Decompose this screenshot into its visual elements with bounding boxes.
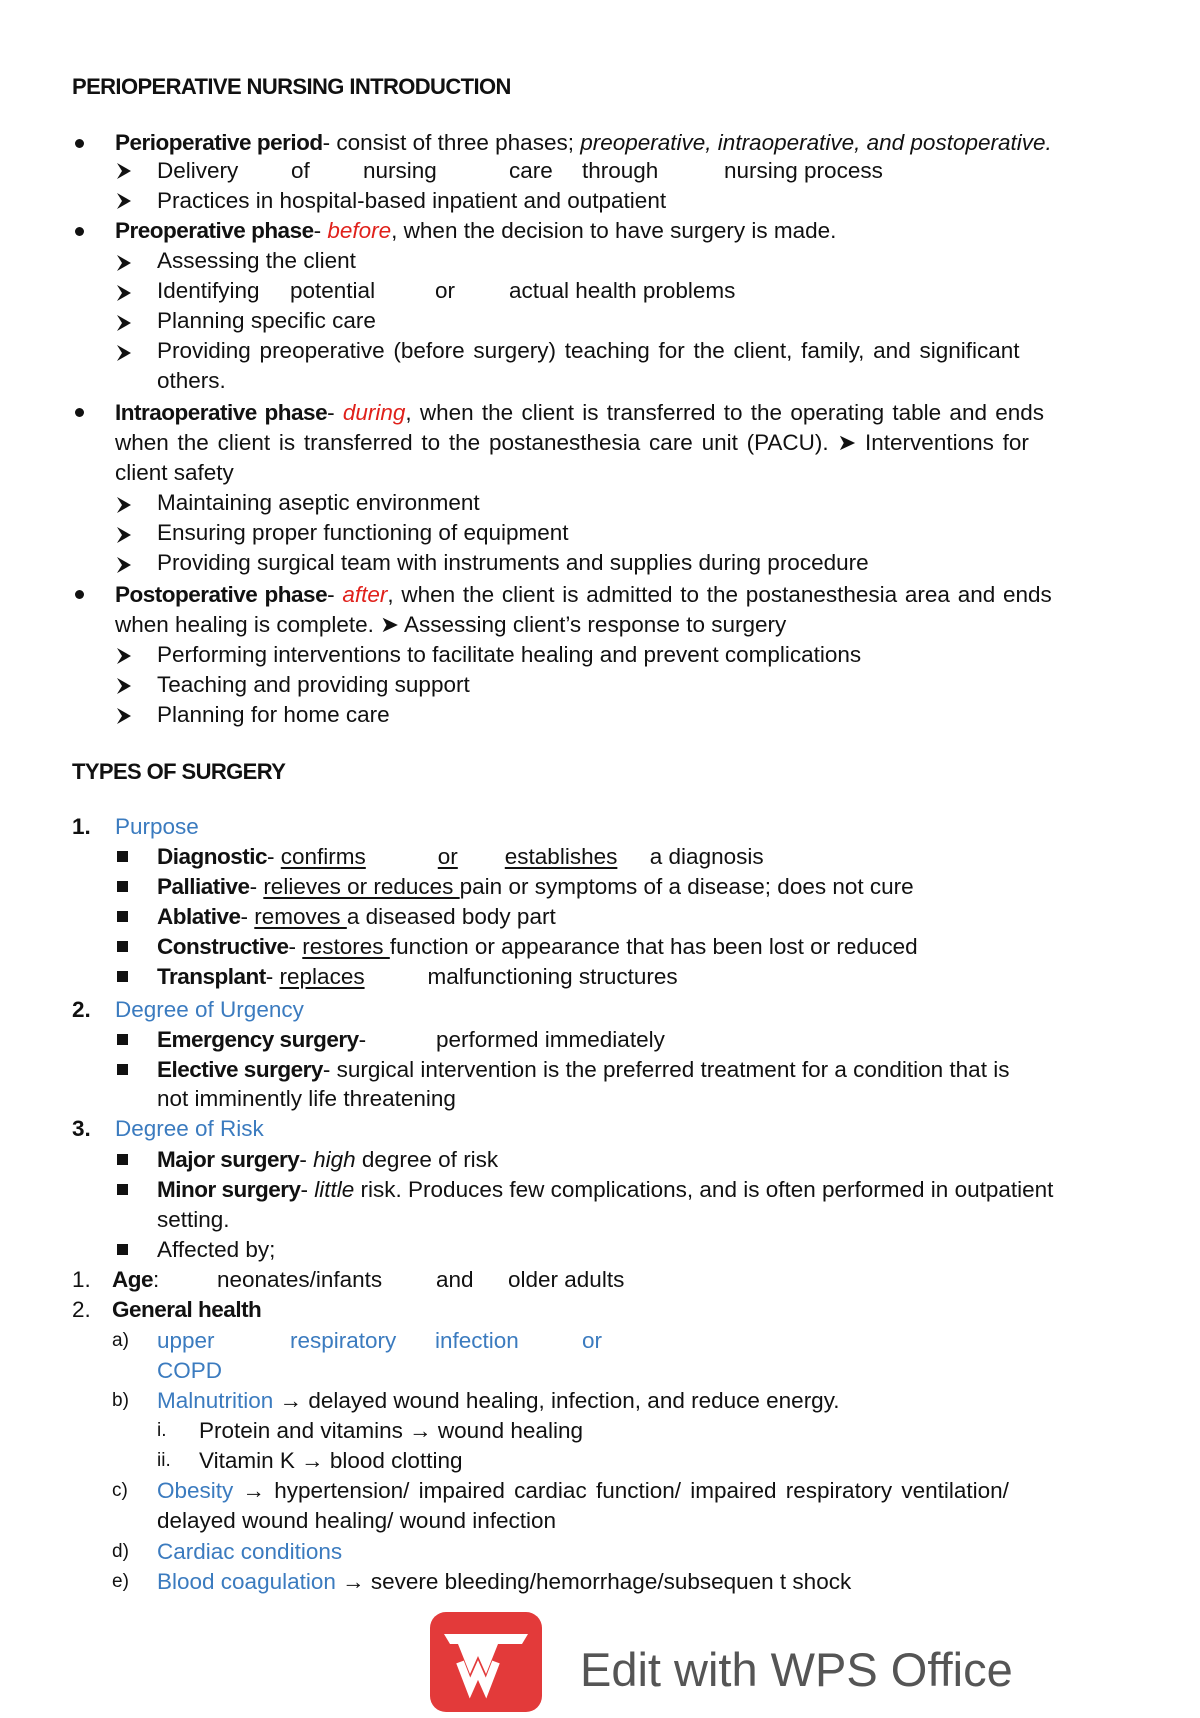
square-bullet-icon: [117, 941, 128, 952]
factor-c-cont: delayed wound healing/ wound infection: [157, 1508, 557, 1533]
bullet-dot: [75, 590, 84, 599]
preop-term: Preoperative phase: [115, 218, 314, 243]
wps-watermark: Edit with WPS Office: [580, 1643, 1013, 1696]
factor-b-i: Protein and vitamins → wound healing: [199, 1418, 583, 1443]
list-number: 2.: [72, 1297, 91, 1322]
list-letter: e): [112, 1571, 129, 1592]
elective-term: Elective surgery: [157, 1057, 323, 1082]
periop-term: Perioperative period: [115, 130, 323, 155]
arrow-bullet-icon: [117, 345, 131, 361]
diagnostic-line: [157, 842, 764, 872]
palliative-rest: pain or symptoms of a disease; does not cure: [459, 874, 914, 899]
colon: :: [153, 1267, 160, 1292]
emergency-rest: performed immediately: [436, 1027, 665, 1052]
arrow-bullet-icon: [117, 497, 131, 513]
obesity-rest: → hypertension/ impaired cardiac function/ impaired respiratory ventilation/: [233, 1478, 1009, 1503]
factor-b: [157, 1386, 840, 1416]
risk-heading: Degree of Risk: [115, 1116, 264, 1141]
square-bullet-icon: [117, 881, 128, 892]
intraop-item: Providing surgical team with instruments and supplies during procedure: [157, 550, 869, 575]
dash: -: [300, 1177, 315, 1202]
square-bullet-icon: [117, 1154, 128, 1165]
square-bullet-icon: [117, 1244, 128, 1255]
preop-text: , when the decision to have surgery is made.: [391, 218, 837, 243]
list-number: 1.: [72, 1267, 91, 1292]
minor-line: [157, 1175, 1053, 1205]
intraop-text: , when the client is transferred to the operating table and ends: [405, 400, 1045, 425]
emergency-line: [157, 1025, 665, 1055]
major-key: high: [313, 1147, 356, 1172]
underlined: restores: [302, 934, 390, 959]
word: of: [291, 158, 310, 183]
list-letter: b): [112, 1390, 129, 1411]
word: care: [509, 158, 553, 183]
underlined: establishes: [504, 844, 618, 869]
factor-b-ii: Vitamin K → blood clotting: [199, 1448, 463, 1473]
word: upper: [157, 1328, 215, 1353]
purpose-heading: Purpose: [115, 814, 199, 839]
square-bullet-icon: [117, 911, 128, 922]
periop-text: - consist of three phases;: [322, 130, 581, 155]
factor-c: [157, 1476, 1009, 1506]
arrow-bullet-icon: [117, 648, 131, 664]
wps-logo-icon: [430, 1612, 542, 1712]
preop-item: Assessing the client: [157, 248, 356, 273]
dash: -: [327, 400, 343, 425]
postop-item: Performing interventions to facilitate healing and prevent complications: [157, 642, 862, 667]
arrow-bullet-icon: [117, 163, 131, 179]
age-term: Age: [112, 1267, 154, 1292]
square-bullet-icon: [117, 851, 128, 862]
preop-item-cont: others.: [157, 368, 226, 393]
list-number: 2.: [72, 997, 91, 1022]
intraop-item: Ensuring proper functioning of equipment: [157, 520, 569, 545]
age-b: and: [436, 1267, 474, 1292]
malnutrition-rest: → delayed wound healing, infection, and reduce energy.: [273, 1388, 840, 1413]
ablative-rest: a diseased body part: [346, 904, 556, 929]
affected-by: Affected by;: [157, 1237, 276, 1262]
word: or: [435, 278, 456, 303]
factor-e: [157, 1567, 851, 1597]
factor-a-cont: COPD: [157, 1358, 223, 1383]
intraop-line: [115, 398, 1044, 428]
palliative-line: [157, 872, 914, 902]
postop-text: when healing is complete. ➤ Assessing client’s response to surgery: [115, 612, 787, 637]
postop-text: , when the client is admitted to the postanesthesia area and ends: [387, 582, 1052, 607]
arrow-bullet-icon: [117, 557, 131, 573]
arrow-bullet-icon: [117, 315, 131, 331]
constructive-line: [157, 932, 918, 962]
word: actual health problems: [509, 278, 736, 303]
preop-line: [115, 216, 836, 246]
list-roman: i.: [157, 1420, 167, 1441]
arrow-bullet-icon: [117, 255, 131, 271]
constructive-rest: function or appearance that has been lost or reduced: [389, 934, 918, 959]
elective-line: [157, 1055, 1009, 1085]
major-line: [157, 1145, 498, 1175]
list-number: 1.: [72, 814, 91, 839]
periop-sub1: [157, 156, 883, 186]
urgency-heading: Degree of Urgency: [115, 997, 304, 1022]
minor-rest-cont: setting.: [157, 1207, 230, 1232]
square-bullet-icon: [117, 1064, 128, 1075]
word: through: [582, 158, 659, 183]
word: nursing: [363, 158, 437, 183]
arrow-bullet-icon: [117, 708, 131, 724]
intraop-text: when the client is transferred to the postanesthesia care unit (PACU). ➤ Interventions for: [115, 430, 1029, 455]
ablative-term: Ablative: [157, 904, 241, 929]
postop-item: Teaching and providing support: [157, 672, 470, 697]
section-title: TYPES OF SURGERY: [72, 759, 286, 784]
dash: -: [240, 904, 255, 929]
preop-item: Planning specific care: [157, 308, 376, 333]
list-letter: c): [112, 1480, 128, 1501]
intraop-term: Intraoperative phase: [115, 400, 328, 425]
transplant-term: Transplant: [157, 964, 266, 989]
arrow-bullet-icon: [117, 193, 131, 209]
periop-line: [115, 128, 1052, 158]
age-a: neonates/infants: [217, 1267, 383, 1292]
document-title: PERIOPERATIVE NURSING INTRODUCTION: [72, 74, 511, 99]
malnutrition-label: Malnutrition: [157, 1388, 274, 1413]
dash: -: [313, 218, 328, 243]
periop-sub2: Practices in hospital-based inpatient and outpatient: [157, 188, 667, 213]
word: nursing process: [724, 158, 883, 183]
dash: -: [267, 844, 281, 869]
transplant-rest: malfunctioning structures: [427, 964, 678, 989]
dash: -: [249, 874, 264, 899]
emergency-term: Emergency surgery: [157, 1027, 359, 1052]
periop-phases: preoperative, intraoperative, and postoperative.: [580, 130, 1052, 155]
minor-rest: risk. Produces few complications, and is often performed in outpatient: [354, 1177, 1054, 1202]
preop-key: before: [327, 218, 392, 243]
word: Delivery: [157, 158, 239, 183]
minor-key: little: [314, 1177, 355, 1202]
coagulation-label: Blood coagulation: [157, 1569, 336, 1594]
palliative-term: Palliative: [157, 874, 250, 899]
square-bullet-icon: [117, 1034, 128, 1045]
word: respiratory: [290, 1328, 397, 1353]
factor-a: [157, 1326, 603, 1356]
elective-rest: - surgical intervention is the preferred treatment for a condition that is: [322, 1057, 1010, 1082]
dash: -: [288, 934, 303, 959]
arrow-bullet-icon: [117, 678, 131, 694]
constructive-term: Constructive: [157, 934, 289, 959]
postop-line: [115, 580, 1052, 610]
word: potential: [290, 278, 376, 303]
postop-item: Planning for home care: [157, 702, 390, 727]
diagnostic-term: Diagnostic: [157, 844, 268, 869]
transplant-line: [157, 962, 678, 992]
word: infection: [435, 1328, 519, 1353]
intraop-item: Maintaining aseptic environment: [157, 490, 480, 515]
preop-item: Providing preoperative (before surgery) teaching for the client, family, and significant: [157, 338, 1020, 363]
diagnostic-rest: a diagnosis: [649, 844, 764, 869]
postop-term: Postoperative phase: [115, 582, 328, 607]
postop-key: after: [342, 582, 388, 607]
major-rest: degree of risk: [355, 1147, 499, 1172]
factor-d: Cardiac conditions: [157, 1539, 343, 1564]
elective-rest-cont: not imminently life threatening: [157, 1086, 456, 1111]
square-bullet-icon: [117, 1184, 128, 1195]
list-letter: a): [112, 1330, 129, 1351]
major-term: Major surgery: [157, 1147, 300, 1172]
word: Identifying: [157, 278, 260, 303]
square-bullet-icon: [117, 971, 128, 982]
dash: -: [299, 1147, 314, 1172]
minor-term: Minor surgery: [157, 1177, 301, 1202]
list-number: 3.: [72, 1116, 91, 1141]
list-letter: d): [112, 1541, 129, 1562]
arrow-bullet-icon: [117, 527, 131, 543]
underlined: confirms: [280, 844, 366, 869]
underlined: removes: [254, 904, 347, 929]
general-health: General health: [112, 1297, 262, 1322]
dash: -: [358, 1027, 367, 1052]
obesity-label: Obesity: [157, 1478, 234, 1503]
ablative-line: [157, 902, 556, 932]
bullet-dot: [75, 227, 84, 236]
arrow-bullet-icon: [117, 285, 131, 301]
coagulation-rest: → severe bleeding/hemorrhage/subsequen t shock: [335, 1569, 852, 1594]
age-c: older adults: [508, 1267, 625, 1292]
intraop-text: client safety: [115, 460, 234, 485]
bullet-dot: [75, 408, 84, 417]
underlined: or: [437, 844, 458, 869]
underlined: relieves or reduces: [263, 874, 460, 899]
bullet-dot: [75, 139, 84, 148]
dash: -: [327, 582, 343, 607]
age-line: [112, 1265, 625, 1295]
dash: -: [265, 964, 280, 989]
preop-item: [157, 276, 736, 306]
underlined: replaces: [279, 964, 365, 989]
intraop-key: during: [342, 400, 406, 425]
list-roman: ii.: [157, 1450, 171, 1471]
word: or: [582, 1328, 603, 1353]
